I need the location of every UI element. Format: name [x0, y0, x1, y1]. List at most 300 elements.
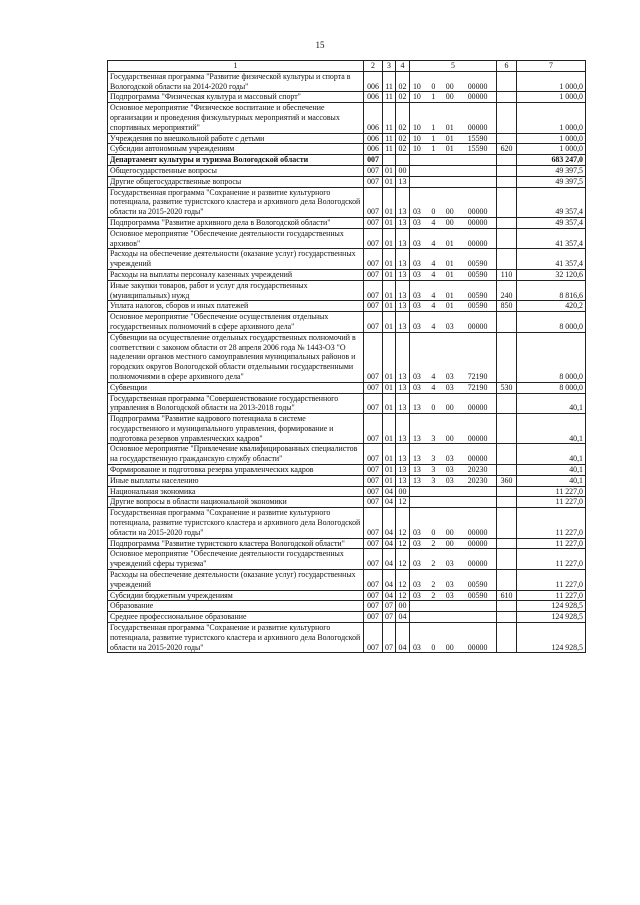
- row-target-article: [410, 249, 497, 270]
- row-subsection: 02: [396, 103, 410, 133]
- row-expense-type: [497, 92, 517, 103]
- row-amount: 11 227,0: [517, 549, 586, 570]
- target-article-part: 20230: [467, 475, 488, 485]
- row-subsection: [396, 155, 410, 166]
- row-amount: 49 357,4: [517, 217, 586, 228]
- row-section: 01: [383, 475, 396, 486]
- row-grbs: 007: [364, 444, 383, 465]
- row-name: Основное мероприятие "Обеспечение деятельности государственных архивов": [108, 228, 364, 249]
- row-section: 04: [383, 590, 396, 601]
- row-expense-type: 530: [497, 382, 517, 393]
- row-section: 01: [383, 228, 396, 249]
- row-section: 01: [383, 249, 396, 270]
- table-row: [108, 249, 586, 270]
- row-name: Государственная программа "Сохранение и развитие культурного потенциала, развитие туристского кластера и архивного дела Вологодской области на 2015-2020 годы": [108, 508, 364, 538]
- target-article-part: 00000: [467, 538, 488, 548]
- row-grbs: 006: [364, 92, 383, 103]
- row-expense-type: [497, 612, 517, 623]
- row-target-article: [410, 165, 497, 176]
- row-grbs: 007: [364, 475, 383, 486]
- row-name: Уплата налогов, сборов и иных платежей: [108, 301, 364, 312]
- row-expense-type: 110: [497, 269, 517, 280]
- target-article-part: 0: [431, 527, 436, 537]
- row-section: 11: [383, 133, 396, 144]
- table-row: [108, 486, 586, 497]
- row-grbs: 007: [364, 176, 383, 187]
- row-expense-type: [497, 444, 517, 465]
- row-name: Образование: [108, 601, 364, 612]
- row-grbs: 007: [364, 612, 383, 623]
- row-target-article: [410, 508, 497, 538]
- row-name: Национальная экономика: [108, 486, 364, 497]
- row-expense-type: [497, 414, 517, 444]
- row-grbs: 007: [364, 623, 383, 653]
- row-name: Государственная программа "Развитие физической культуры и спорта в Вологодской области на 2014-2020 годы": [108, 71, 364, 92]
- row-grbs: 006: [364, 103, 383, 133]
- table-row: [108, 444, 586, 465]
- row-expense-type: 240: [497, 280, 517, 301]
- row-amount: 1 000,0: [517, 92, 586, 103]
- row-subsection: 04: [396, 612, 410, 623]
- row-subsection: 13: [396, 228, 410, 249]
- row-section: 01: [383, 280, 396, 301]
- target-article-part: 00000: [467, 122, 488, 132]
- row-name: Подпрограмма "Физическая культура и массовый спорт": [108, 92, 364, 103]
- row-subsection: 12: [396, 590, 410, 601]
- row-target-article: [410, 228, 497, 249]
- row-target-article: [410, 393, 497, 414]
- target-article-part: 00590: [467, 579, 488, 589]
- row-target-article: [410, 486, 497, 497]
- row-amount: 1 000,0: [517, 71, 586, 92]
- target-article-part: 00: [445, 433, 454, 443]
- target-article-part: 03: [445, 475, 454, 485]
- row-name: Подпрограмма "Развитие туристского кластера Вологодской области": [108, 538, 364, 549]
- row-grbs: 007: [364, 165, 383, 176]
- target-article-part: 0: [431, 642, 436, 652]
- row-target-article: [410, 176, 497, 187]
- row-target-article: [410, 133, 497, 144]
- row-grbs: 007: [364, 269, 383, 280]
- table-row: [108, 176, 586, 187]
- target-article-part: 15590: [467, 133, 488, 143]
- row-target-article: [410, 217, 497, 228]
- target-article-part: 03: [412, 371, 421, 381]
- row-name: Формирование и подготовка резерва управленческих кадров: [108, 465, 364, 476]
- row-amount: 11 227,0: [517, 570, 586, 591]
- header-col-subsection: 4: [396, 61, 410, 72]
- target-article-part: 03: [412, 527, 421, 537]
- target-article-part: 1: [431, 133, 436, 143]
- row-name: Основное мероприятие "Обеспечение осуществления отдельных государственных полномочий в сфере архивного дела": [108, 312, 364, 333]
- target-article-part: 01: [445, 269, 454, 279]
- row-target-article: [410, 612, 497, 623]
- row-amount: 1 000,0: [517, 133, 586, 144]
- row-target-article: [410, 382, 497, 393]
- target-article-part: 00000: [467, 403, 488, 413]
- row-target-article: [410, 570, 497, 591]
- row-amount: 32 120,6: [517, 269, 586, 280]
- target-article-part: 2: [431, 590, 436, 600]
- row-amount: 683 247,0: [517, 155, 586, 166]
- target-article-part: 01: [445, 144, 454, 154]
- row-target-article: [410, 549, 497, 570]
- row-section: 07: [383, 612, 396, 623]
- row-grbs: 007: [364, 497, 383, 508]
- target-article-part: 00: [445, 642, 454, 652]
- row-section: 01: [383, 444, 396, 465]
- target-article-part: 03: [412, 642, 421, 652]
- table-row: [108, 228, 586, 249]
- target-article-part: 2: [431, 579, 436, 589]
- budget-table: [107, 60, 586, 653]
- row-target-article: [410, 155, 497, 166]
- target-article-part: 00000: [467, 454, 488, 464]
- row-grbs: 007: [364, 301, 383, 312]
- table-row: [108, 217, 586, 228]
- row-subsection: 02: [396, 144, 410, 155]
- target-article-part: 4: [431, 382, 436, 392]
- table-row: [108, 393, 586, 414]
- row-amount: 11 227,0: [517, 486, 586, 497]
- row-target-article: [410, 301, 497, 312]
- row-target-article: [410, 71, 497, 92]
- table-row: [108, 155, 586, 166]
- row-amount: 40,1: [517, 414, 586, 444]
- target-article-part: 03: [445, 465, 454, 475]
- row-grbs: 007: [364, 486, 383, 497]
- target-article-part: 4: [431, 321, 436, 331]
- table-row: [108, 475, 586, 486]
- row-expense-type: [497, 155, 517, 166]
- target-article-part: 00: [445, 207, 454, 217]
- row-section: [383, 155, 396, 166]
- table-row: [108, 269, 586, 280]
- row-grbs: 007: [364, 217, 383, 228]
- header-col-amount: 7: [517, 61, 586, 72]
- table-row: [108, 187, 586, 217]
- row-section: 01: [383, 269, 396, 280]
- target-article-part: 01: [445, 301, 454, 311]
- target-article-part: 03: [412, 217, 421, 227]
- row-expense-type: [497, 165, 517, 176]
- table-row: [108, 382, 586, 393]
- row-subsection: 13: [396, 382, 410, 393]
- target-article-part: 00000: [467, 207, 488, 217]
- target-article-part: 00: [445, 92, 454, 102]
- header-col-name: 1: [108, 61, 364, 72]
- row-subsection: 13: [396, 393, 410, 414]
- row-subsection: 13: [396, 269, 410, 280]
- target-article-part: 03: [412, 259, 421, 269]
- row-name: Субвенции на осуществление отдельных государственных полномочий в соответствии с законом области от 28 апреля 2006 года № 1443-ОЗ "О наделении органов местного самоуправления муниципальных районов и городских округов Вологодской области отдельными государственными полномочиями в сфере архивного дела": [108, 332, 364, 382]
- row-name: Другие вопросы в области национальной экономики: [108, 497, 364, 508]
- row-section: 04: [383, 486, 396, 497]
- row-grbs: 007: [364, 538, 383, 549]
- row-grbs: 007: [364, 187, 383, 217]
- target-article-part: 03: [412, 382, 421, 392]
- row-subsection: 12: [396, 570, 410, 591]
- header-col-target-article: 5: [410, 61, 497, 72]
- row-grbs: 006: [364, 71, 383, 92]
- table-body: [108, 71, 586, 653]
- row-section: 04: [383, 570, 396, 591]
- row-section: 01: [383, 217, 396, 228]
- row-subsection: 13: [396, 312, 410, 333]
- row-subsection: 00: [396, 486, 410, 497]
- row-subsection: 13: [396, 475, 410, 486]
- target-article-part: 03: [445, 590, 454, 600]
- target-article-part: 03: [445, 382, 454, 392]
- target-article-part: 03: [412, 579, 421, 589]
- target-article-part: 00000: [467, 433, 488, 443]
- row-target-article: [410, 590, 497, 601]
- row-target-article: [410, 623, 497, 653]
- target-article-part: 0: [431, 207, 436, 217]
- row-grbs: 007: [364, 590, 383, 601]
- row-amount: 1 000,0: [517, 103, 586, 133]
- target-article-part: 3: [431, 475, 436, 485]
- row-grbs: 007: [364, 414, 383, 444]
- target-article-part: 03: [412, 269, 421, 279]
- page-number: 15: [315, 40, 325, 50]
- row-name: Расходы на выплаты персоналу казенных учреждений: [108, 269, 364, 280]
- target-article-part: 72190: [467, 371, 488, 381]
- row-expense-type: [497, 549, 517, 570]
- row-section: 04: [383, 549, 396, 570]
- row-amount: 40,1: [517, 465, 586, 476]
- row-amount: 124 928,5: [517, 623, 586, 653]
- table-row: [108, 71, 586, 92]
- row-expense-type: [497, 623, 517, 653]
- table-row: [108, 312, 586, 333]
- target-article-part: 00000: [467, 642, 488, 652]
- target-article-part: 4: [431, 290, 436, 300]
- row-grbs: 007: [364, 312, 383, 333]
- row-amount: 8 000,0: [517, 382, 586, 393]
- target-article-part: 00000: [467, 92, 488, 102]
- table-row: [108, 549, 586, 570]
- row-subsection: 02: [396, 133, 410, 144]
- row-target-article: [410, 538, 497, 549]
- table-row: [108, 92, 586, 103]
- target-article-part: 01: [445, 290, 454, 300]
- target-article-part: 72190: [467, 382, 488, 392]
- row-section: 01: [383, 176, 396, 187]
- row-name: Учреждения по внешкольной работе с детьми: [108, 133, 364, 144]
- row-name: Другие общегосударственные вопросы: [108, 176, 364, 187]
- target-article-part: 2: [431, 559, 436, 569]
- row-name: Общегосударственные вопросы: [108, 165, 364, 176]
- row-expense-type: [497, 249, 517, 270]
- row-section: 07: [383, 623, 396, 653]
- row-grbs: 007: [364, 332, 383, 382]
- target-article-part: 4: [431, 301, 436, 311]
- row-amount: 1 000,0: [517, 144, 586, 155]
- table-row: [108, 165, 586, 176]
- row-section: 01: [383, 332, 396, 382]
- target-article-part: 1: [431, 144, 436, 154]
- row-subsection: 13: [396, 465, 410, 476]
- row-section: 01: [383, 393, 396, 414]
- target-article-part: 4: [431, 371, 436, 381]
- row-expense-type: 610: [497, 590, 517, 601]
- row-target-article: [410, 269, 497, 280]
- row-grbs: 007: [364, 249, 383, 270]
- row-amount: 49 397,5: [517, 165, 586, 176]
- target-article-part: 00: [445, 538, 454, 548]
- row-target-article: [410, 187, 497, 217]
- row-amount: 124 928,5: [517, 612, 586, 623]
- row-amount: 41 357,4: [517, 228, 586, 249]
- row-expense-type: [497, 176, 517, 187]
- row-section: 11: [383, 144, 396, 155]
- row-amount: 41 357,4: [517, 249, 586, 270]
- row-grbs: 006: [364, 133, 383, 144]
- row-subsection: 12: [396, 538, 410, 549]
- table-row: [108, 414, 586, 444]
- row-section: 01: [383, 312, 396, 333]
- table-row: [108, 144, 586, 155]
- target-article-part: 10: [412, 81, 421, 91]
- target-article-part: 13: [412, 433, 421, 443]
- row-target-article: [410, 144, 497, 155]
- target-article-part: 00000: [467, 559, 488, 569]
- row-expense-type: [497, 187, 517, 217]
- row-section: 01: [383, 165, 396, 176]
- target-article-part: 00000: [467, 527, 488, 537]
- row-target-article: [410, 601, 497, 612]
- row-name: Основное мероприятие "Физическое воспитание и обеспечение организации и проведения физкультурных мероприятий и массовых спортивных мероприятий": [108, 103, 364, 133]
- row-section: 01: [383, 465, 396, 476]
- target-article-part: 20230: [467, 465, 488, 475]
- table-row: [108, 332, 586, 382]
- row-expense-type: [497, 228, 517, 249]
- target-article-part: 01: [445, 122, 454, 132]
- target-article-part: 00590: [467, 290, 488, 300]
- row-grbs: 007: [364, 155, 383, 166]
- row-expense-type: [497, 133, 517, 144]
- row-subsection: 02: [396, 71, 410, 92]
- row-section: 11: [383, 103, 396, 133]
- row-name: Основное мероприятие "Обеспечение деятельности государственных учреждений сферы туризма": [108, 549, 364, 570]
- target-article-part: 01: [445, 238, 454, 248]
- target-article-part: 13: [412, 475, 421, 485]
- target-article-part: 00590: [467, 590, 488, 600]
- row-grbs: 007: [364, 393, 383, 414]
- target-article-part: 10: [412, 133, 421, 143]
- row-name: Расходы на обеспечение деятельности (оказание услуг) государственных учреждений: [108, 570, 364, 591]
- row-name: Субсидии автономным учреждениям: [108, 144, 364, 155]
- target-article-part: 1: [431, 122, 436, 132]
- row-grbs: 007: [364, 280, 383, 301]
- row-name: Среднее профессиональное образование: [108, 612, 364, 623]
- target-article-part: 13: [412, 454, 421, 464]
- target-article-part: 03: [412, 590, 421, 600]
- target-article-part: 1: [431, 92, 436, 102]
- row-expense-type: [497, 393, 517, 414]
- row-subsection: 13: [396, 187, 410, 217]
- row-section: 07: [383, 601, 396, 612]
- target-article-part: 03: [412, 207, 421, 217]
- target-article-part: 10: [412, 92, 421, 102]
- row-subsection: 12: [396, 508, 410, 538]
- row-name: Государственная программа "Совершенствование государственного управления в Вологодской области на 2013-2018 годы": [108, 393, 364, 414]
- row-name: Подпрограмма "Развитие кадрового потенциала в системе государственного и муниципального управления, формирование и подготовка резервов управленческих кадров": [108, 414, 364, 444]
- target-article-part: 00000: [467, 217, 488, 227]
- row-section: 01: [383, 301, 396, 312]
- row-expense-type: [497, 497, 517, 508]
- table-header-row: [108, 61, 586, 72]
- row-amount: 40,1: [517, 393, 586, 414]
- target-article-part: 00590: [467, 269, 488, 279]
- target-article-part: 13: [412, 403, 421, 413]
- row-grbs: 007: [364, 382, 383, 393]
- row-expense-type: [497, 508, 517, 538]
- row-subsection: 00: [396, 601, 410, 612]
- row-amount: 11 227,0: [517, 508, 586, 538]
- row-target-article: [410, 497, 497, 508]
- row-subsection: 13: [396, 217, 410, 228]
- row-name: Субвенции: [108, 382, 364, 393]
- row-expense-type: [497, 332, 517, 382]
- target-article-part: 00590: [467, 259, 488, 269]
- target-article-part: 3: [431, 465, 436, 475]
- table-row: [108, 280, 586, 301]
- table-row: [108, 601, 586, 612]
- row-name: Департамент культуры и туризма Вологодской области: [108, 155, 364, 166]
- row-section: 04: [383, 497, 396, 508]
- row-name: Основное мероприятие "Привлечение квалифицированных специалистов на государственную гражданскую службу области": [108, 444, 364, 465]
- row-expense-type: [497, 312, 517, 333]
- row-expense-type: [497, 570, 517, 591]
- header-col-grbs: 2: [364, 61, 383, 72]
- table-row: [108, 623, 586, 653]
- row-target-article: [410, 332, 497, 382]
- target-article-part: 00: [445, 217, 454, 227]
- row-expense-type: [497, 71, 517, 92]
- target-article-part: 01: [445, 133, 454, 143]
- row-section: 04: [383, 508, 396, 538]
- target-article-part: 15590: [467, 144, 488, 154]
- table-row: [108, 612, 586, 623]
- target-article-part: 3: [431, 454, 436, 464]
- row-name: Государственная программа "Сохранение и развитие культурного потенциала, развитие туристского кластера и архивного дела Вологодской области на 2015-2020 годы": [108, 623, 364, 653]
- row-target-article: [410, 414, 497, 444]
- row-expense-type: 620: [497, 144, 517, 155]
- row-section: 01: [383, 187, 396, 217]
- target-article-part: 00000: [467, 321, 488, 331]
- row-section: 11: [383, 92, 396, 103]
- row-section: 01: [383, 382, 396, 393]
- row-amount: 8 816,6: [517, 280, 586, 301]
- table-row: [108, 508, 586, 538]
- row-target-article: [410, 475, 497, 486]
- row-grbs: 007: [364, 549, 383, 570]
- header-col-section: 3: [383, 61, 396, 72]
- table-row: [108, 133, 586, 144]
- target-article-part: 4: [431, 217, 436, 227]
- row-name: Подпрограмма "Развитие архивного дела в Вологодской области": [108, 217, 364, 228]
- row-subsection: 13: [396, 301, 410, 312]
- table-row: [108, 301, 586, 312]
- row-grbs: 007: [364, 601, 383, 612]
- target-article-part: 10: [412, 144, 421, 154]
- row-name: Иные выплаты населению: [108, 475, 364, 486]
- target-article-part: 03: [412, 238, 421, 248]
- row-amount: 8 000,0: [517, 332, 586, 382]
- row-subsection: 13: [396, 280, 410, 301]
